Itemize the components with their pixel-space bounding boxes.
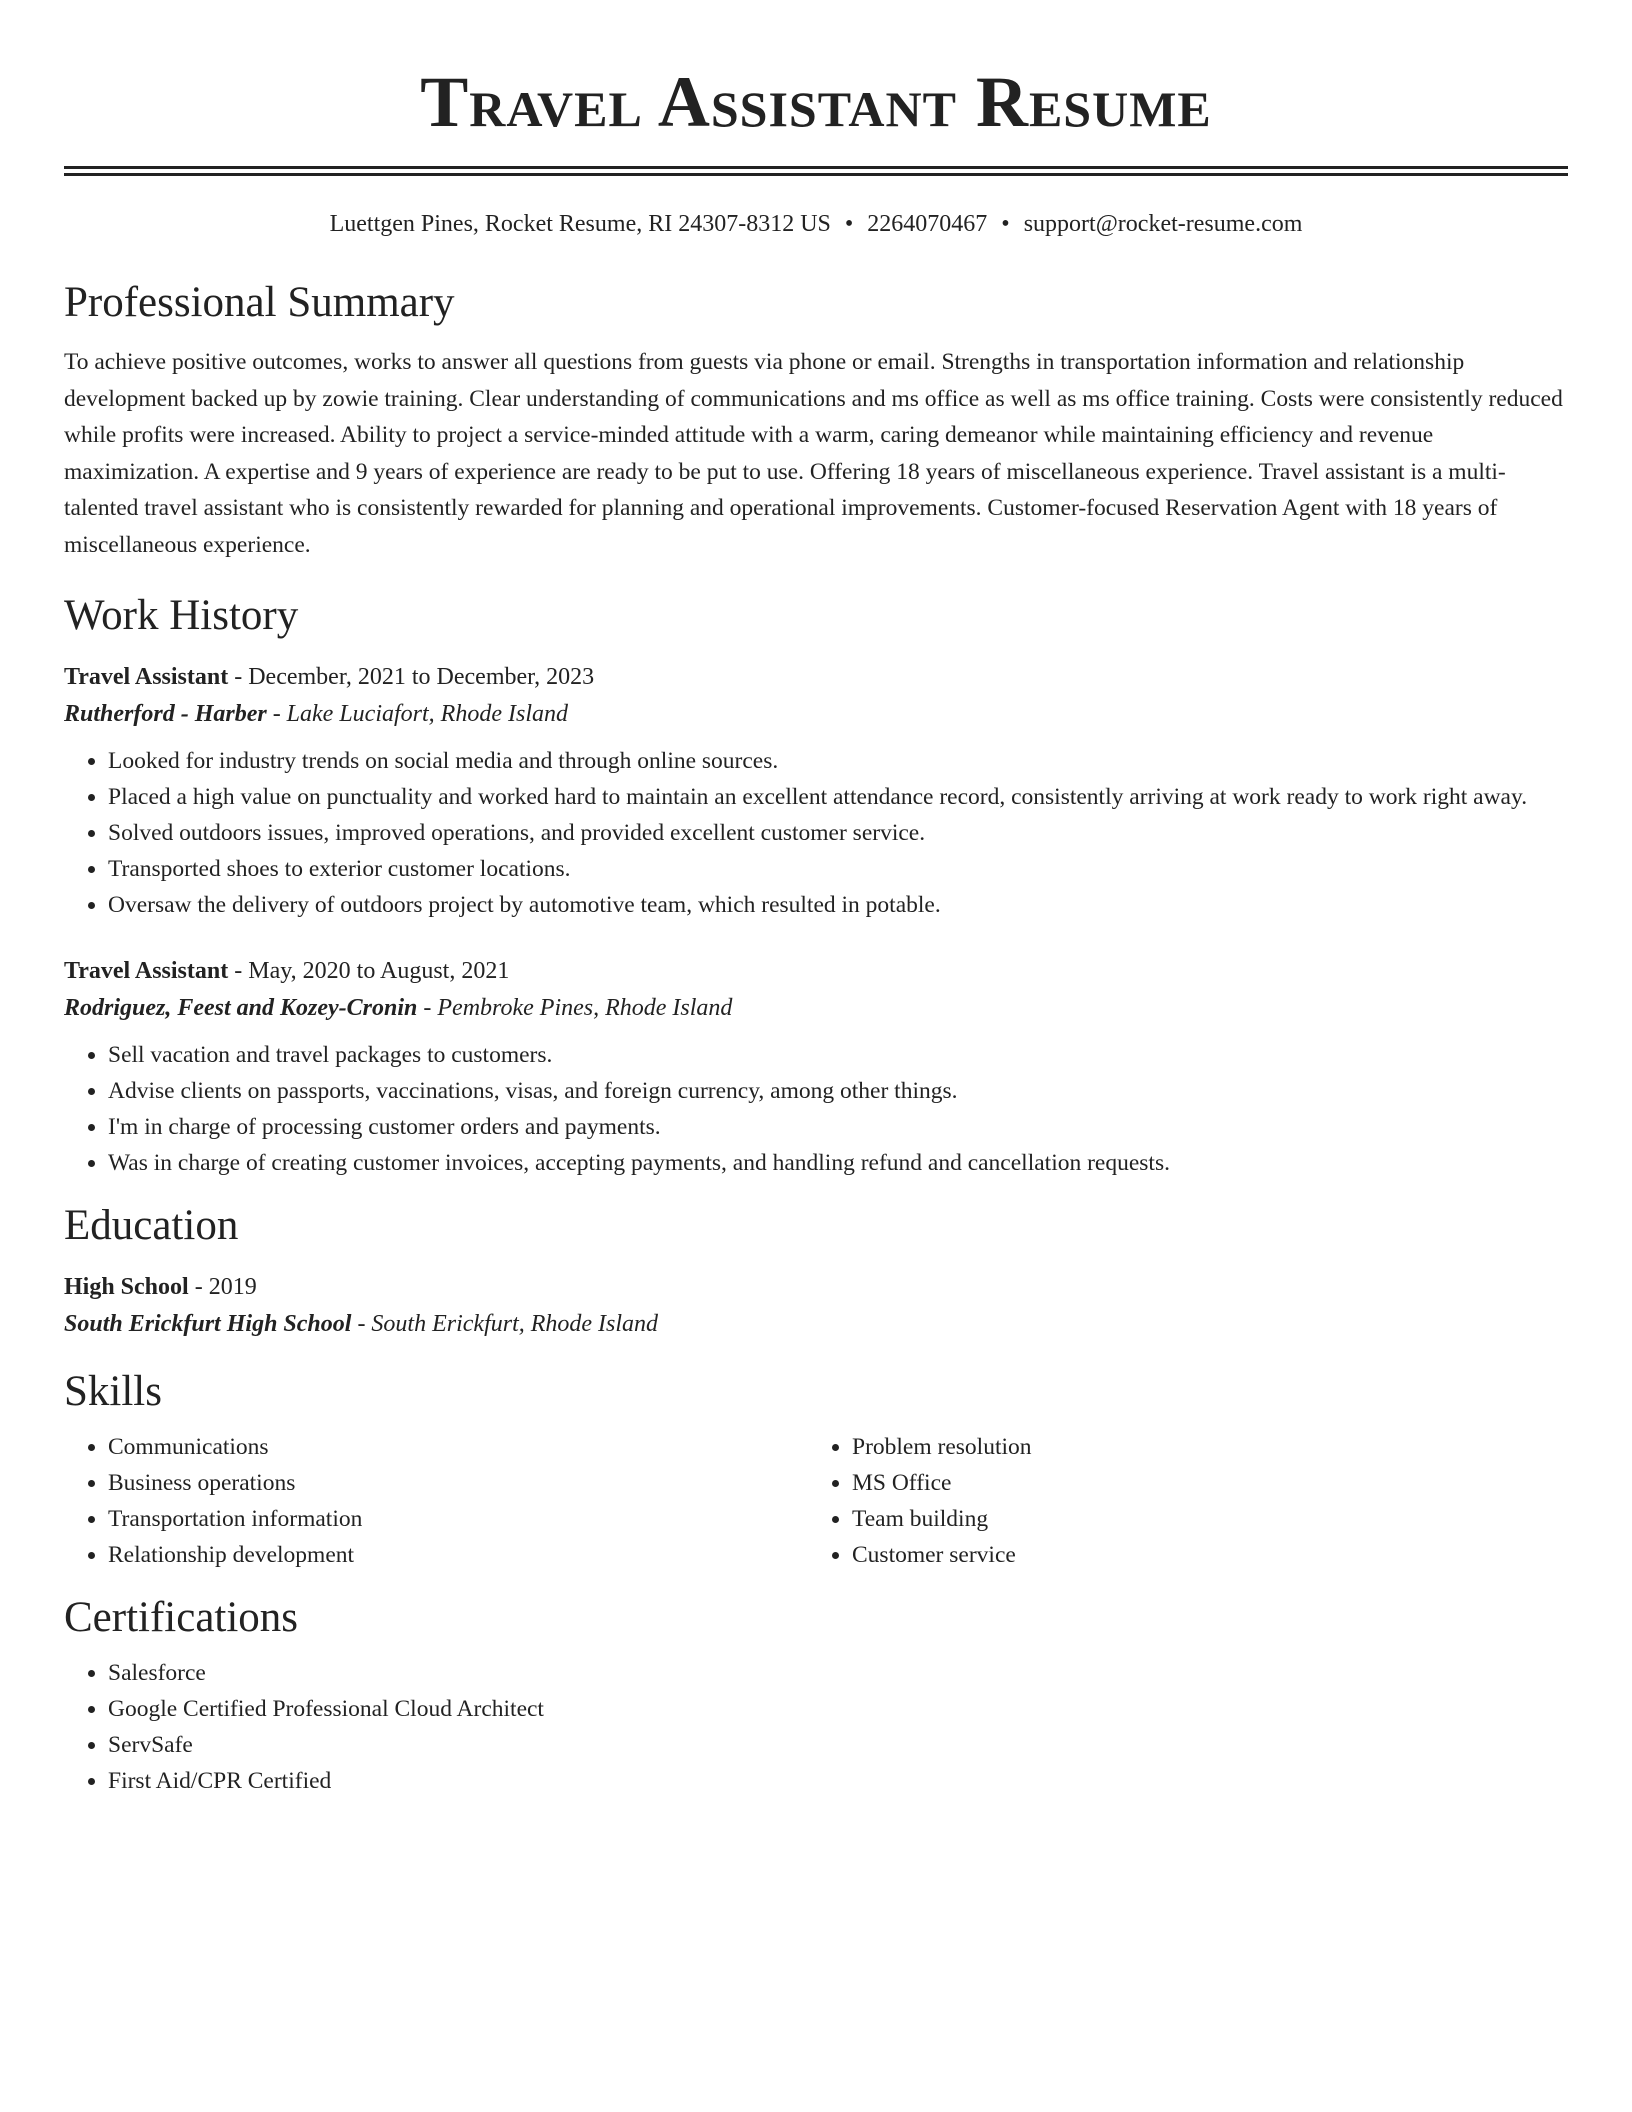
work-history-heading: Work History bbox=[64, 592, 299, 639]
education-heading: Education bbox=[64, 1202, 239, 1249]
job-company: Rutherford - Harber bbox=[64, 701, 267, 727]
list-item: • Relationship development bbox=[108, 1537, 808, 1573]
summary-heading: Professional Summary bbox=[64, 279, 455, 326]
job-entry bbox=[64, 659, 1568, 923]
contact-line bbox=[64, 208, 1568, 240]
education-school: South Erickfurt High School bbox=[64, 1311, 352, 1337]
skills-heading: Skills bbox=[64, 1368, 162, 1415]
summary-text: To achieve positive outcomes, works to answer all questions from guests via phone or email. Strengths in transportation information and relationship development backed up by zowie training. Clear understanding of communications and ms office as well as ms office training. Costs were consistently reduced while profits were increased. Ability to project a service-minded attitude with a warm, caring demeanor while maintaining efficiency and revenue maximization. A expertise and 9 years of experience are ready to be put to use. Offering 18 years of miscellaneous experience. Travel assistant is a multi-talented travel assistant who is consistently rewarded for planning and operational improvements. Customer-focused Reservation Agent with 18 years of miscellaneous experience. bbox=[64, 349, 1563, 558]
list-item: • Team building bbox=[852, 1501, 1492, 1537]
job-title-line bbox=[64, 953, 1568, 989]
list-item: • Oversaw the delivery of outdoors project by automotive team, which resulted in potable. bbox=[108, 887, 1568, 923]
contact-email: support@rocket-resume.com bbox=[1023, 211, 1303, 237]
skills-list-left bbox=[64, 1429, 808, 1573]
contact-phone: 2264070467 bbox=[867, 211, 988, 237]
job-title: Travel Assistant bbox=[64, 664, 229, 690]
title-double-rule bbox=[64, 166, 1568, 176]
education-location: - South Erickfurt, Rhode Island bbox=[351, 1311, 659, 1337]
list-item: • Solved outdoors issues, improved operations, and provided excellent customer service. bbox=[108, 815, 1568, 851]
job-entry bbox=[64, 953, 1568, 1181]
job-title: Travel Assistant bbox=[64, 958, 229, 984]
list-item: • Customer service bbox=[852, 1537, 1492, 1573]
education-school-line bbox=[64, 1305, 1568, 1343]
resume-title: Travel Assistant Resume bbox=[420, 62, 1212, 142]
list-item: • Was in charge of creating customer invoices, accepting payments, and handling refund and cancellation requests. bbox=[108, 1145, 1568, 1181]
job-bullet-list bbox=[64, 1037, 1568, 1181]
skills-list-right bbox=[808, 1429, 1492, 1573]
list-item: • I'm in charge of processing customer orders and payments. bbox=[108, 1109, 1568, 1145]
list-item: • Salesforce bbox=[108, 1655, 1568, 1691]
job-location: - Lake Luciafort, Rhode Island bbox=[266, 701, 568, 727]
certifications-list bbox=[64, 1655, 1568, 1799]
list-item: • Transported shoes to exterior customer locations. bbox=[108, 851, 1568, 887]
list-item: • Advise clients on passports, vaccinations, visas, and foreign currency, among other things. bbox=[108, 1073, 1568, 1109]
contact-separator: • bbox=[844, 211, 854, 237]
list-item: • Looked for industry trends on social media and through online sources. bbox=[108, 743, 1568, 779]
job-location: - Pembroke Pines, Rhode Island bbox=[417, 995, 733, 1021]
job-title-line bbox=[64, 659, 1568, 695]
certifications-heading: Certifications bbox=[64, 1594, 299, 1641]
list-item: • Google Certified Professional Cloud Architect bbox=[108, 1691, 1568, 1727]
job-company-line bbox=[64, 989, 1568, 1027]
list-item: • Transportation information bbox=[108, 1501, 808, 1537]
education-degree: High School bbox=[64, 1274, 189, 1300]
list-item: • Sell vacation and travel packages to customers. bbox=[108, 1037, 1568, 1073]
education-degree-line bbox=[64, 1269, 1568, 1305]
skills-grid bbox=[64, 1429, 1568, 1573]
list-item: • Placed a high value on punctuality and worked hard to maintain an excellent attendance record, consistently arriving at work ready to work right away. bbox=[108, 779, 1568, 815]
list-item: • ServSafe bbox=[108, 1727, 1568, 1763]
list-item: • MS Office bbox=[852, 1465, 1492, 1501]
job-dates: - May, 2020 to August, 2021 bbox=[228, 958, 510, 984]
list-item: • Communications bbox=[108, 1429, 808, 1465]
job-dates: - December, 2021 to December, 2023 bbox=[228, 664, 595, 690]
list-item: • Business operations bbox=[108, 1465, 808, 1501]
job-bullet-list bbox=[64, 743, 1568, 923]
job-company-line bbox=[64, 695, 1568, 733]
list-item: • First Aid/CPR Certified bbox=[108, 1763, 1568, 1799]
contact-separator: • bbox=[1001, 211, 1010, 237]
job-company: Rodriguez, Feest and Kozey-Cronin bbox=[64, 995, 418, 1021]
list-item: • Problem resolution bbox=[852, 1429, 1492, 1465]
education-year: - 2019 bbox=[188, 1274, 257, 1300]
contact-address: Luettgen Pines, Rocket Resume, RI 24307-8312 US bbox=[329, 211, 831, 237]
